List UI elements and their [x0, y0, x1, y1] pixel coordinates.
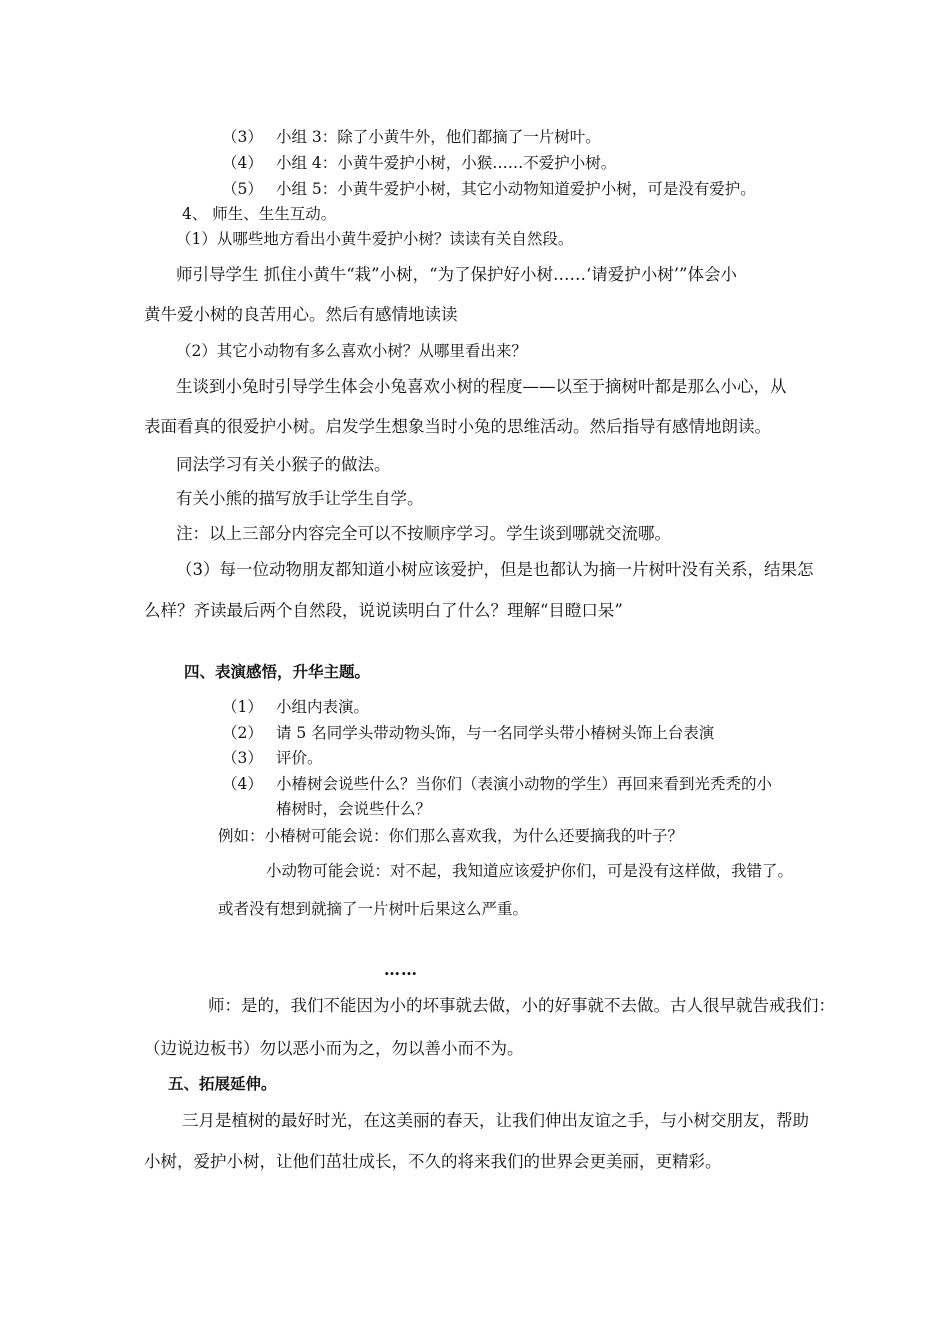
- q2-line-2: 表面看真的很爱护小树。启发学生想象当时小兔的思维活动。然后指导有感情地朗读。: [144, 417, 771, 436]
- q2-line-3: 同法学习有关小猴子的做法。: [176, 455, 391, 474]
- group-4-text: 小组 4：小黄牛爱护小树，小猴……不爱护小树。: [276, 154, 617, 172]
- example-line-3: 或者没有想到就摘了一片树叶后果这么严重。: [218, 900, 529, 918]
- section-4-heading: 四、表演感悟，升华主题。: [184, 662, 371, 681]
- example-line-1: 例如：小椿树可能会说：你们那么喜欢我，为什么还要摘我的叶子？: [218, 827, 684, 845]
- group-5-number: （5）: [222, 180, 263, 198]
- q3-line-1: （3）每一位动物朋友都知道小树应该爱护，但是也都认为摘一片树叶没有关系，结果怎: [176, 560, 814, 579]
- section-5-heading: 五、拓展延伸。: [168, 1074, 277, 1093]
- group-5-text: 小组 5：小黄牛爱护小树，其它小动物知道爱护小树，可是没有爱护。: [276, 180, 756, 198]
- section4-item-2-number: （2）: [222, 724, 263, 742]
- group-3-number: （3）: [222, 128, 263, 146]
- ellipsis: ……: [384, 960, 418, 979]
- question-1: （1）从哪些地方看出小黄牛爱护小树？读读有关自然段。: [176, 230, 574, 248]
- section4-item-4-text: 小椿树会说些什么？当你们（表演小动物的学生）再回来看到光秃秃的小: [276, 775, 773, 793]
- teacher-line-1: 师：是的，我们不能因为小的坏事就去做，小的好事就不去做。古人很早就告戒我们：: [208, 996, 835, 1015]
- step4-heading: 4、 师生、生生互动。: [182, 205, 337, 223]
- question-2: （2）其它小动物有多么喜欢小树？从哪里看出来？: [176, 342, 527, 360]
- example-line-2: 小动物可能会说：对不起，我知道应该爱护你们，可是没有这样做，我错了。: [266, 862, 794, 880]
- group-3-text: 小组 3：除了小黄牛外，他们都摘了一片树叶。: [276, 128, 601, 146]
- section4-item-3-number: （3）: [222, 749, 263, 767]
- section4-item-4-continued: 椿树时，会说些什么？: [276, 800, 432, 818]
- section4-item-1-text: 小组内表演。: [276, 698, 370, 716]
- q2-note: 注：以上三部分内容完全可以不按顺序学习。学生谈到哪就交流哪。: [176, 524, 671, 543]
- teacher-line-2: （边说边板书）勿以恶小而为之，勿以善小而不为。: [144, 1039, 524, 1058]
- q2-line-1: 生谈到小兔时引导学生体会小兔喜欢小树的程度——以至于摘树叶都是那么小心，从: [176, 377, 787, 396]
- group-4-number: （4）: [222, 154, 263, 172]
- section4-item-3-text: 评价。: [276, 749, 323, 767]
- section5-line-1: 三月是植树的最好时光，在这美丽的春天，让我们伸出友谊之手，与小树交朋友，帮助: [182, 1111, 809, 1130]
- section4-item-4-number: （4）: [222, 775, 263, 793]
- section4-item-2-text: 请 5 名同学头带动物头饰，与一名同学头带小椿树头饰上台表演: [276, 724, 715, 742]
- q2-line-4: 有关小熊的描写放手让学生自学。: [176, 489, 424, 508]
- q3-line-2: 么样？齐读最后两个自然段，说说读明白了什么？理解“目瞪口呆”: [144, 601, 623, 620]
- q1-guide-line-1: 师引导学生 抓住小黄牛“栽”小树，“为了保护好小树……‘请爱护小树’”体会小: [176, 265, 737, 284]
- q1-guide-line-2: 黄牛爱小树的良苦用心。然后有感情地读读: [144, 305, 458, 324]
- section5-line-2: 小树，爱护小树，让他们茁壮成长，不久的将来我们的世界会更美丽，更精彩。: [144, 1152, 722, 1171]
- section4-item-1-number: （1）: [222, 698, 263, 716]
